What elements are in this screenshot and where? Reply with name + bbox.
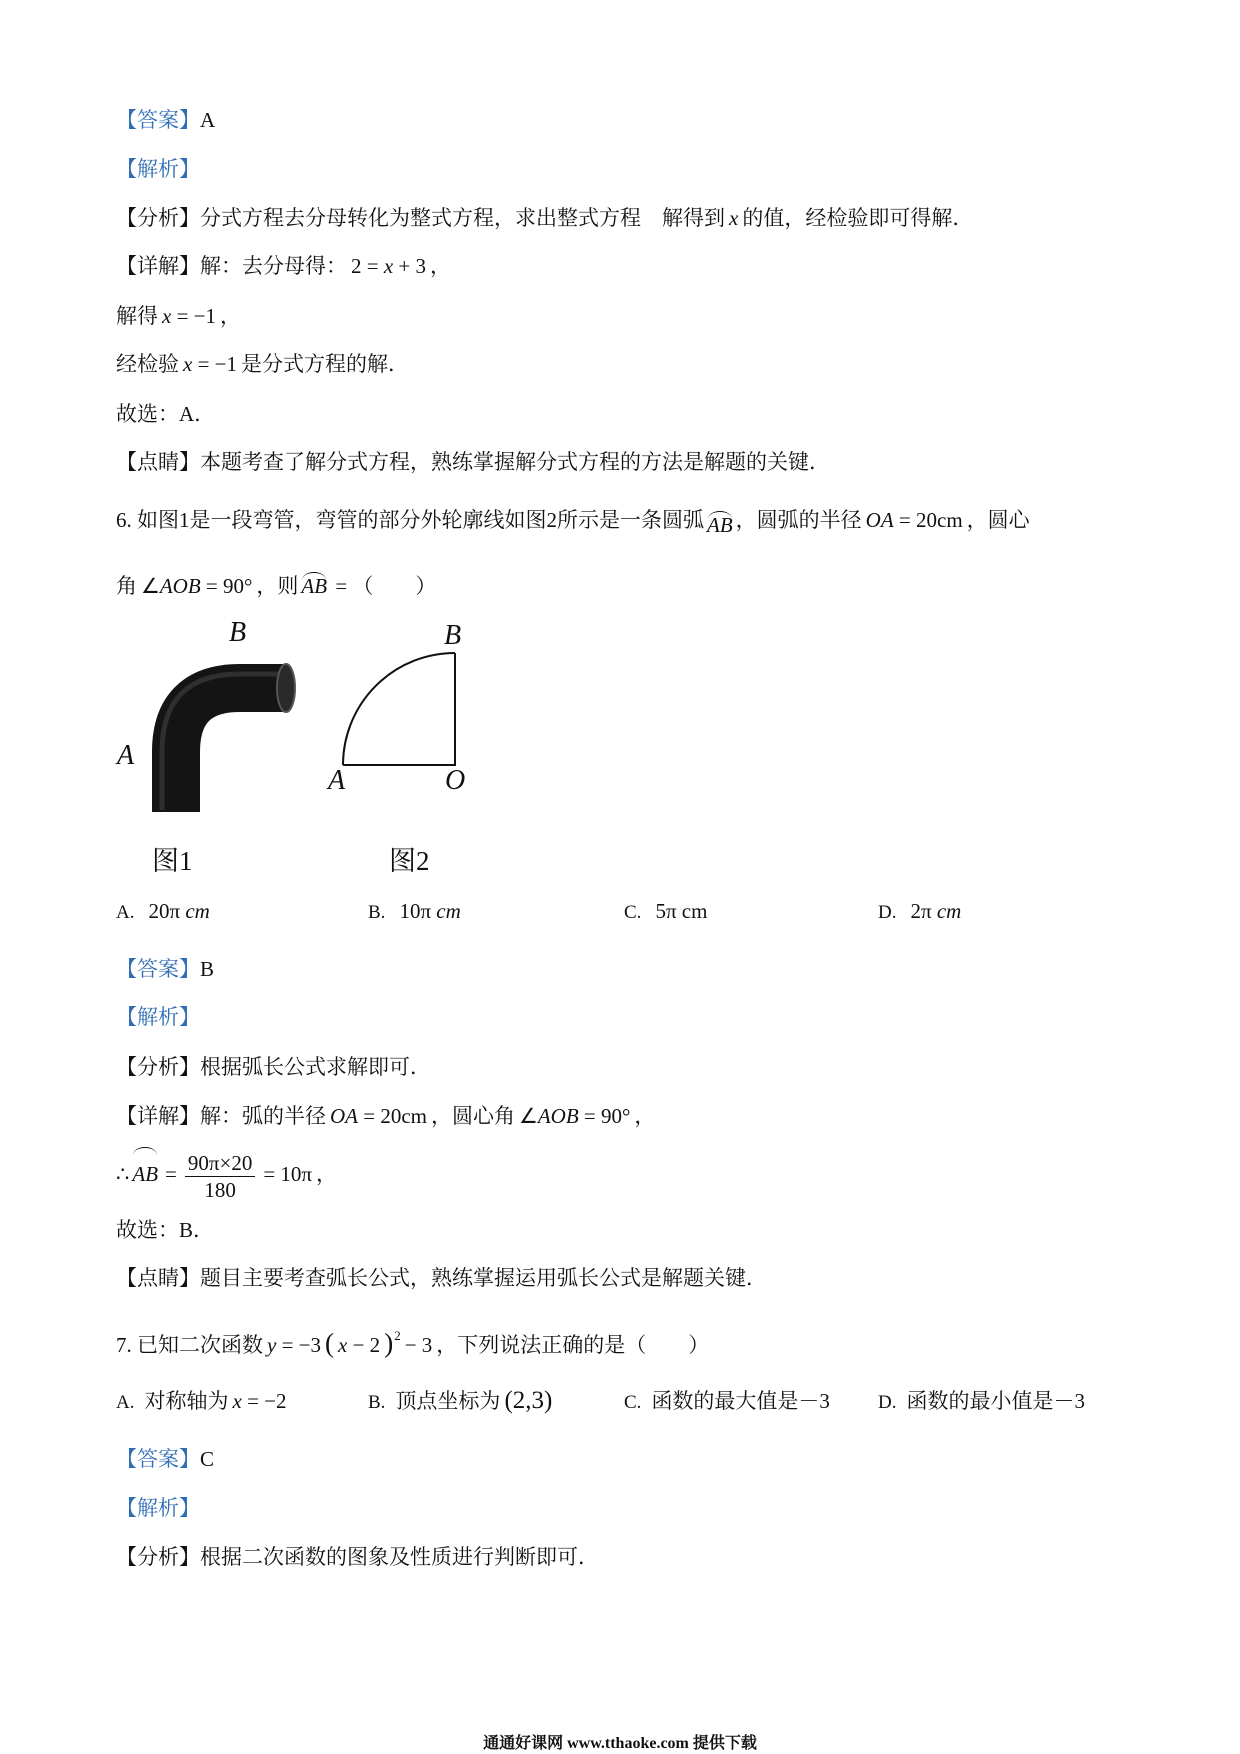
radius-equation: OA = 20cm xyxy=(330,1104,427,1128)
q6-choose-line xyxy=(116,1215,214,1245)
option-letter: B. xyxy=(368,902,386,923)
question-number: 7. xyxy=(116,1333,132,1357)
q6-formula-line xyxy=(116,1146,337,1202)
option-letter: D. xyxy=(878,1392,897,1413)
formula-result: = 10π xyxy=(263,1162,313,1186)
bent-pipe-image xyxy=(140,612,310,817)
answer-label: 【答案】 xyxy=(116,957,200,981)
answer-value: A xyxy=(200,108,216,132)
angle-equation: ∠AOB = 90° xyxy=(141,574,253,598)
q6-analysis-line xyxy=(116,1052,431,1082)
answer-label: 【答案】 xyxy=(116,1447,200,1471)
function-exponent: 2 xyxy=(394,1328,401,1343)
comment-text: 题目主要考查弧长公式，熟练掌握运用弧长公式是解题关键． xyxy=(200,1266,767,1290)
detail-label: 【详解】 xyxy=(116,254,200,278)
option-letter: B. xyxy=(368,1392,386,1413)
option-letter: C. xyxy=(624,1392,642,1413)
detail-label: 【详解】 xyxy=(116,1104,200,1128)
comment-label: 【点睛】 xyxy=(116,1266,200,1290)
option-letter: D. xyxy=(878,902,897,923)
q6-answer-line xyxy=(116,954,214,984)
option-value: 10π cm xyxy=(399,899,461,923)
stem-text: = （ ） xyxy=(330,574,437,598)
q6-option-c xyxy=(624,896,711,928)
q6-detail-line xyxy=(116,1101,655,1131)
analysis-label: 【分析】 xyxy=(116,1055,200,1079)
pipe-opening xyxy=(277,664,295,712)
q7-jiexi-line xyxy=(116,1493,200,1523)
answer-value: B xyxy=(200,957,215,981)
q6-option-a xyxy=(116,896,214,928)
arc-diagram xyxy=(330,640,470,780)
analysis-text: 根据弧长公式求解即可． xyxy=(200,1055,431,1079)
solve-text: 解得 xyxy=(116,304,158,328)
figure1-label-b: B xyxy=(229,617,247,648)
arc-ab: AB xyxy=(301,571,327,601)
comment-label: 【点睛】 xyxy=(116,450,200,474)
equation: 2 = x + 3 xyxy=(351,254,427,278)
option-value: 5π cm xyxy=(655,899,708,923)
q7-option-a xyxy=(116,1386,291,1418)
option-letter: A. xyxy=(116,1392,135,1413)
figure2-label-o: O xyxy=(445,765,466,796)
figure2-label-b: B xyxy=(444,620,462,651)
option-text: 对称轴为 xyxy=(144,1389,229,1413)
option-text: 函数的最大值是－3 xyxy=(651,1389,830,1413)
option-text: 顶点坐标为 xyxy=(395,1389,501,1413)
q7-option-b xyxy=(368,1386,556,1418)
option-letter: C. xyxy=(624,902,642,923)
q6-jiexi-line xyxy=(116,1002,200,1032)
stem-text: 已知二次函数 xyxy=(137,1333,263,1357)
option-letter: A. xyxy=(116,902,135,923)
detail-text: 解：去分母得： xyxy=(200,254,347,278)
q5-check-line xyxy=(116,349,409,379)
math-variable: x xyxy=(729,206,739,230)
q6-option-d xyxy=(878,896,965,928)
q5-detail-line xyxy=(116,251,451,281)
stem-text: ，下列说法正确的是（ ） xyxy=(436,1333,710,1357)
q6-stem-line-2 xyxy=(116,571,436,601)
q6-stem-line-1 xyxy=(116,505,1030,535)
figure1-label-a: A xyxy=(117,740,135,771)
detail-text: ，圆心角 xyxy=(431,1104,515,1128)
arc-ab-curve xyxy=(343,653,455,765)
q5-analysis-line xyxy=(116,203,973,233)
analysis-text: 的值，经检验即可得解． xyxy=(742,206,974,230)
q5-answer-line xyxy=(116,105,215,135)
stem-text: ，则 xyxy=(256,574,299,598)
answer-value: C xyxy=(200,1447,215,1471)
jiexi-label: 【解析】 xyxy=(116,1496,200,1520)
paren-close: ) xyxy=(384,1328,394,1358)
q7-option-d xyxy=(878,1386,1085,1418)
q6-option-b xyxy=(368,896,465,928)
equation: x = −1 xyxy=(162,304,217,328)
choose-text: 故选：B． xyxy=(116,1218,215,1242)
q7-answer-line xyxy=(116,1444,214,1474)
analysis-label: 【分析】 xyxy=(116,206,200,230)
stem-text: 角 xyxy=(116,574,137,598)
therefore-symbol: ∴ xyxy=(116,1162,130,1186)
function-tail: − 3 xyxy=(404,1333,433,1357)
jiexi-label: 【解析】 xyxy=(116,1005,200,1029)
option-math: (2,3) xyxy=(504,1387,553,1414)
q5-comment-line xyxy=(116,447,830,477)
answer-label: 【答案】 xyxy=(116,108,200,132)
detail-text: 解：弧的半径 xyxy=(200,1104,326,1128)
q7-analysis-line xyxy=(116,1542,599,1572)
figure2-caption: 图2 xyxy=(389,846,430,876)
function-inner: x − 2 xyxy=(338,1333,381,1357)
option-text: 函数的最小值是－3 xyxy=(906,1389,1085,1413)
question-number: 6. xyxy=(116,508,132,532)
punctuation: ， xyxy=(430,254,452,278)
option-value: 20π cm xyxy=(148,899,210,923)
q5-solve-line xyxy=(116,301,241,331)
arc-ab: AB xyxy=(707,510,733,540)
check-text: 经检验 xyxy=(116,352,179,376)
fraction-numerator: 90π×20 xyxy=(185,1150,255,1177)
q7-option-c xyxy=(624,1386,830,1418)
function-lhs: y = −3 xyxy=(267,1333,322,1357)
analysis-label: 【分析】 xyxy=(116,1545,200,1569)
stem-text: ，圆弧的半径 xyxy=(735,508,862,532)
radius-lines xyxy=(343,653,455,765)
q7-stem-line xyxy=(116,1321,710,1358)
radius-equation: OA = 20cm xyxy=(865,508,963,532)
analysis-text: 分式方程去分母转化为整式方程，求出整式方程 解得到 xyxy=(200,206,725,230)
figure1-caption: 图1 xyxy=(152,846,193,876)
arc-ab: AB xyxy=(132,1146,158,1202)
arc-length-fraction xyxy=(185,1150,255,1203)
punctuation: ， xyxy=(220,304,242,328)
punctuation: ， xyxy=(316,1162,338,1186)
choose-text: 故选：A． xyxy=(116,402,216,426)
jiexi-label: 【解析】 xyxy=(116,157,200,181)
punctuation: ， xyxy=(634,1104,656,1128)
option-value: 2π cm xyxy=(910,899,962,923)
stem-text: ，圆心 xyxy=(966,508,1030,532)
check-text: 是分式方程的解． xyxy=(241,352,410,376)
stem-text: 如图1是一段弯管，弯管的部分外轮廓线如图2所示是一条圆弧 xyxy=(137,508,704,532)
pipe-body xyxy=(176,688,286,812)
q6-comment-line xyxy=(116,1263,767,1293)
figure2-label-a: A xyxy=(328,765,346,796)
q5-jiexi-line xyxy=(116,154,200,184)
equation: x = −1 xyxy=(183,352,238,376)
option-math: x = −2 xyxy=(232,1389,287,1413)
equals-sign: = xyxy=(165,1162,177,1186)
fraction-denominator: 180 xyxy=(204,1177,236,1202)
paren-open: ( xyxy=(325,1328,335,1358)
q5-choose-line xyxy=(116,399,215,429)
page-footer: 通通好课网 www.tthaoke.com 提供下载 xyxy=(483,1735,757,1752)
analysis-text: 根据二次函数的图象及性质进行判断即可． xyxy=(200,1545,599,1569)
angle-equation: ∠AOB = 90° xyxy=(519,1104,631,1128)
comment-text: 本题考查了解分式方程，熟练掌握解分式方程的方法是解题的关键． xyxy=(200,450,830,474)
